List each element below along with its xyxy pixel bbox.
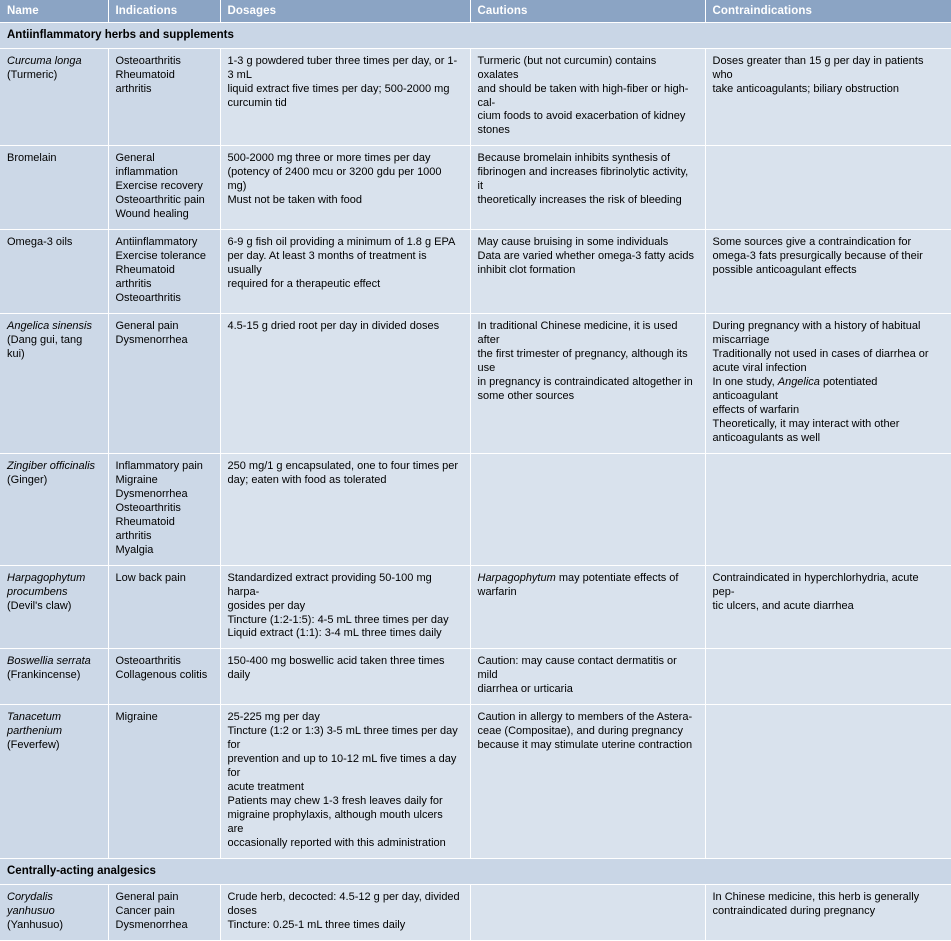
cell-indications: Low back pain [108,565,220,649]
table-section-row [0,859,951,885]
column-header-cautions: Cautions [470,0,705,23]
cell-indications: General inflammation Exercise recovery Osteoarthritic pain Wound healing [108,146,220,230]
cell-dosages: 25-225 mg per day Tincture (1:2 or 1:3) 3-5 mL three times per day for prevention and up to 10-12 mL five times a day for acute treatment Patients may chew 1-3 fresh leaves daily for migraine prophylaxis, although mouth ulcers are occasionally reported with this administration [220,705,470,859]
section-title: Centrally-acting analgesics [0,859,951,885]
cell-cautions [470,453,705,565]
table-row [0,649,951,705]
cell-contraindications: Doses greater than 15 g per day in patients who take anticoagulants; biliary obstruction [705,48,951,146]
section-title: Antiinflammatory herbs and supplements [0,23,951,49]
cell-contraindications: In Chinese medicine, this herb is generally contraindicated during pregnancy [705,884,951,940]
cell-dosages: 150-400 mg boswellic acid taken three times daily [220,649,470,705]
cell-name: Corydalis yanhusuo (Yanhusuo) [0,884,108,940]
table-row [0,230,951,314]
column-header-contraindications: Contraindications [705,0,951,23]
cell-indications: Migraine [108,705,220,859]
cell-cautions: May cause bruising in some individuals Data are varied whether omega-3 fatty acids inhibit clot formation [470,230,705,314]
cell-cautions: Caution: may cause contact dermatitis or mild diarrhea or urticaria [470,649,705,705]
cell-indications: Inflammatory pain Migraine Dysmenorrhea Osteoarthritis Rheumatoid arthritis Myalgia [108,453,220,565]
cell-name: Curcuma longa (Turmeric) [0,48,108,146]
cell-dosages: 250 mg/1 g encapsulated, one to four times per day; eaten with food as tolerated [220,453,470,565]
table-header [0,0,951,23]
cell-cautions: Harpagophytum may potentiate effects of warfarin [470,565,705,649]
cell-contraindications [705,146,951,230]
cell-contraindications: During pregnancy with a history of habitual miscarriage Traditionally not used in cases of diarrhea or acute viral infection In one study, Angelica potentiated anticoagulant effects of warfarin Theoretically, it may interact with other anticoagulants as well [705,314,951,454]
cell-name: Bromelain [0,146,108,230]
cell-cautions: In traditional Chinese medicine, it is used after the first trimester of pregnancy, although its use in pregnancy is contraindicated altogether in some other sources [470,314,705,454]
cell-cautions [470,884,705,940]
cell-dosages: 6-9 g fish oil providing a minimum of 1.8 g EPA per day. At least 3 months of treatment is usually required for a therapeutic effect [220,230,470,314]
column-header-indications: Indications [108,0,220,23]
table-row [0,565,951,649]
cell-dosages: Standardized extract providing 50-100 mg harpa- gosides per day Tincture (1:2-1:5): 4-5 mL three times per day Liquid extract (1:1): 3-4 mL three times daily [220,565,470,649]
cell-cautions: Caution in allergy to members of the Astera- ceae (Compositae), and during pregnancy because it may stimulate uterine contraction [470,705,705,859]
cell-name: Zingiber officinalis (Ginger) [0,453,108,565]
cell-name: Tanacetum parthenium (Feverfew) [0,705,108,859]
table-row [0,146,951,230]
cell-cautions: Because bromelain inhibits synthesis of fibrinogen and increases fibrinolytic activity, it theoretically increases the risk of bleeding [470,146,705,230]
cell-dosages: 1-3 g powdered tuber three times per day, or 1-3 mL liquid extract five times per day; 500-2000 mg curcumin tid [220,48,470,146]
cell-name: Harpagophytum procumbens (Devil's claw) [0,565,108,649]
table-row [0,705,951,859]
table-row [0,314,951,454]
cell-contraindications: Some sources give a contraindication for omega-3 fats presurgically because of their possible anticoagulant effects [705,230,951,314]
cell-indications: Osteoarthritis Collagenous colitis [108,649,220,705]
column-header-name: Name [0,0,108,23]
cell-name: Omega-3 oils [0,230,108,314]
cell-indications: Osteoarthritis Rheumatoid arthritis [108,48,220,146]
cell-contraindications [705,705,951,859]
cell-indications: General pain Cancer pain Dysmenorrhea [108,884,220,940]
cell-name: Angelica sinensis (Dang gui, tang kui) [0,314,108,454]
cell-dosages: 500-2000 mg three or more times per day (potency of 2400 mcu or 3200 gdu per 1000 mg) Must not be taken with food [220,146,470,230]
cell-name: Boswellia serrata (Frankincense) [0,649,108,705]
column-header-dosages: Dosages [220,0,470,23]
table-row [0,48,951,146]
cell-indications: Antiinflammatory Exercise tolerance Rheumatoid arthritis Osteoarthritis [108,230,220,314]
table-body [0,23,951,941]
cell-contraindications [705,453,951,565]
table-row [0,884,951,940]
table-row [0,453,951,565]
cell-indications: General pain Dysmenorrhea [108,314,220,454]
cell-contraindications: Contraindicated in hyperchlorhydria, acute pep- tic ulcers, and acute diarrhea [705,565,951,649]
header-row [0,0,951,23]
cell-cautions: Turmeric (but not curcumin) contains oxalates and should be taken with high-fiber or high-cal- cium foods to avoid exacerbation of kidney stones [470,48,705,146]
cell-contraindications [705,649,951,705]
table-section-row [0,23,951,49]
cell-dosages: Crude herb, decocted: 4.5-12 g per day, divided doses Tincture: 0.25-1 mL three times daily [220,884,470,940]
cell-dosages: 4.5-15 g dried root per day in divided doses [220,314,470,454]
